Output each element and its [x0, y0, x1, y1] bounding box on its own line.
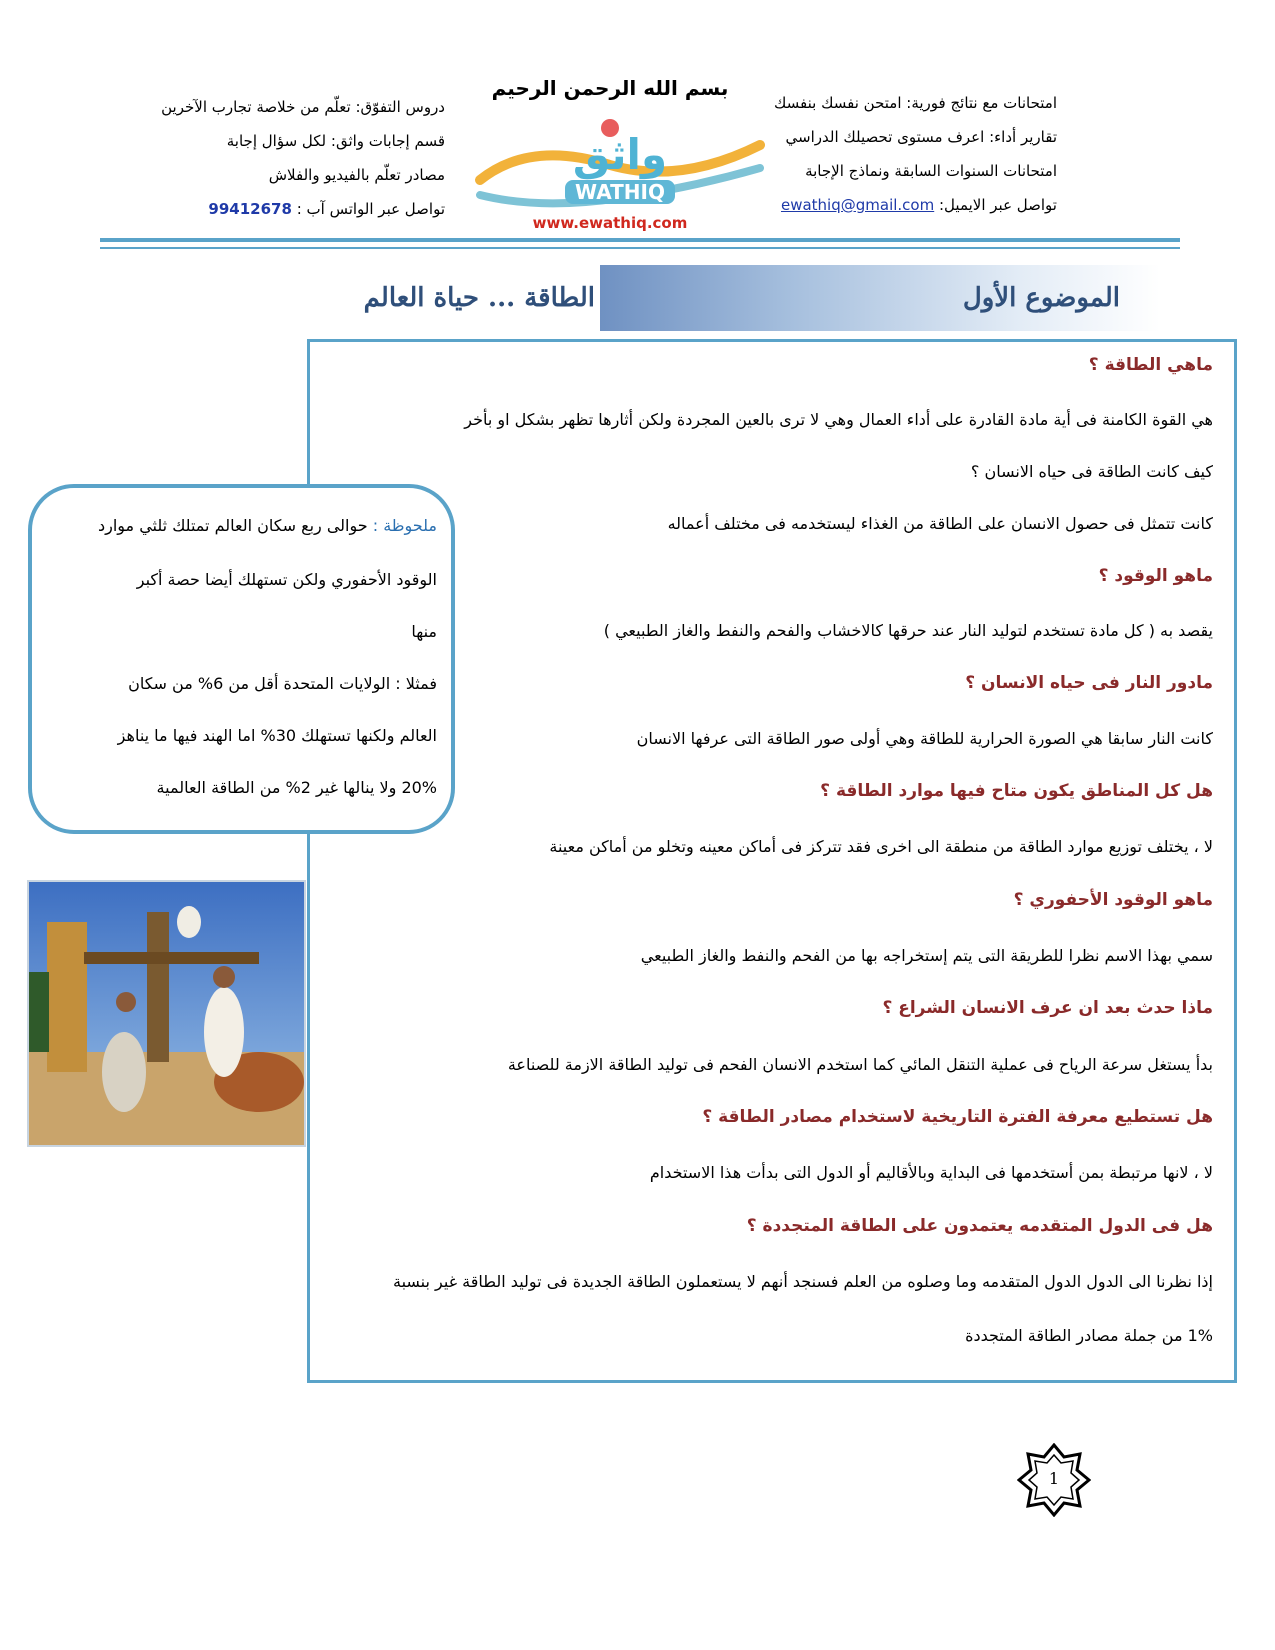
- note-line-4: فمثلا : الولايات المتحدة أقل من 6% من سكان: [128, 674, 437, 693]
- note-line-1: [98, 516, 437, 535]
- question-9: هل فى الدول المتقدمه يعتمدون على الطاقة المتجددة ؟: [746, 1216, 1213, 1236]
- answer-6: سمي بهذا الاسم نظرا للطريقة التى يتم إستخراجه بها من الفحم والنفط والغاز الطبيعي: [640, 946, 1213, 965]
- header-right-line-1: امتحانات مع نتائج فورية: امتحن نفسك بنفسك: [774, 94, 1057, 112]
- answer-4: كانت النار سابقا هي الصورة الحرارية للطاقة وهي أولى صور الطاقة التى عرفها الانسان: [636, 729, 1213, 748]
- answer-3: يقصد به ( كل مادة تستخدم لتوليد النار عند حرقها كالاخشاب والفحم والنفط والغاز الطبيعي ): [603, 621, 1213, 640]
- whatsapp-contact: [130, 200, 445, 218]
- header-divider-thick: [100, 238, 1180, 242]
- website-link[interactable]: www.ewathiq.com: [532, 214, 688, 232]
- logo-arabic-text: واثق: [572, 130, 668, 179]
- question-5: هل كل المناطق يكون متاح فيها موارد الطاقة ؟: [820, 781, 1213, 801]
- topic-label: الموضوع الأول: [962, 283, 1120, 313]
- header-left-line-1: دروس التفوّق: تعلّم من خلاصة تجارب الآخرين: [161, 98, 445, 116]
- header-left-line-3: مصادر تعلّم بالفيديو والفلاش: [268, 166, 445, 184]
- logo-latin-text: WATHIQ: [565, 180, 675, 204]
- question-8: هل تستطيع معرفة الفترة التاريخية لاستخدام مصادر الطاقة ؟: [702, 1107, 1213, 1127]
- answer-2: كانت تتمثل فى حصول الانسان على الطاقة من الغذاء ليستخدمه فى مختلف أعماله: [667, 514, 1213, 533]
- note-line-3: منها: [411, 622, 437, 641]
- note-line-2: الوقود الأحفوري ولكن تستهلك أيضا حصة أكبر: [136, 570, 437, 589]
- header-right-line-3: امتحانات السنوات السابقة ونماذج الإجابة: [805, 162, 1057, 180]
- topic-title: الطاقة ... حياة العالم: [363, 283, 595, 313]
- answer-1: هي القوة الكامنة فى أية مادة القادرة على أداء العمال وهي لا ترى بالعين المجردة ولكن أثارها تظهر بشكل او بأخر: [464, 410, 1213, 429]
- header-left-line-2: قسم إجابات واثق: لكل سؤال إجابة: [226, 132, 445, 150]
- email-label: تواصل عبر الايميل:: [939, 196, 1057, 214]
- email-link[interactable]: ewathiq@gmail.com: [780, 196, 935, 214]
- note-line-5: العالم ولكنها تستهلك 30% اما الهند فيها ما يناهز: [117, 726, 437, 745]
- answer-9-line-2: 1% من جملة مصادر الطاقة المتجددة: [965, 1326, 1213, 1345]
- question-7: ماذا حدث بعد ان عرف الانسان الشراع ؟: [882, 998, 1213, 1018]
- question-4: مادور النار فى حياه الانسان ؟: [965, 673, 1213, 693]
- wathiq-logo: [470, 110, 770, 220]
- note-label: ملحوظة :: [372, 516, 437, 535]
- whatsapp-label: تواصل عبر الواتس آب :: [296, 200, 445, 218]
- answer-9-line-1: إذا نظرنا الى الدول الدول المتقدمه وما وصلوه من العلم فسنجد أنهم لا يستعملون الطاقة الجديدة فى توليد الطاقة غير بنسبة: [393, 1272, 1213, 1291]
- header-right-line-2: تقارير أداء: اعرف مستوى تحصيلك الدراسي: [785, 128, 1057, 146]
- question-2: كيف كانت الطاقة فى حياه الانسان ؟: [970, 462, 1213, 481]
- answer-7: بدأ يستغل سرعة الرياح فى عملية التنقل المائي كما استخدم الانسان الفحم فى توليد الطاقة الازمة للصناعة: [507, 1055, 1213, 1074]
- question-6: ماهو الوقود الأحفوري ؟: [1013, 890, 1213, 910]
- whatsapp-number[interactable]: 99412678: [208, 200, 292, 218]
- note-first-line: حوالى ربع سكان العالم تمتلك ثلثي موارد: [97, 516, 368, 535]
- ox-well-photo: [27, 880, 306, 1147]
- page-number: 1: [1048, 1469, 1060, 1488]
- basmala: بسم الله الرحمن الرحيم: [491, 76, 729, 100]
- note-line-6: 20% ولا ينالها غير 2% من الطاقة العالمية: [156, 778, 437, 797]
- question-3: ماهو الوقود ؟: [1098, 566, 1213, 586]
- answer-8: لا ، لانها مرتبطة بمن أستخدمها فى البداية وبالأقاليم أو الدول التى بدأت هذا الاستخدام: [649, 1163, 1213, 1182]
- page-number-badge: [1017, 1443, 1091, 1517]
- answer-5: لا ، يختلف توزيع موارد الطاقة من منطقة الى اخرى فقد تتركز فى أماكن معينه وتخلو من أماكن معينة: [549, 837, 1213, 856]
- question-1: ماهي الطاقة ؟: [1088, 355, 1213, 375]
- ox-well-illustration-icon: [29, 882, 304, 1145]
- header-divider-thin: [100, 247, 1180, 249]
